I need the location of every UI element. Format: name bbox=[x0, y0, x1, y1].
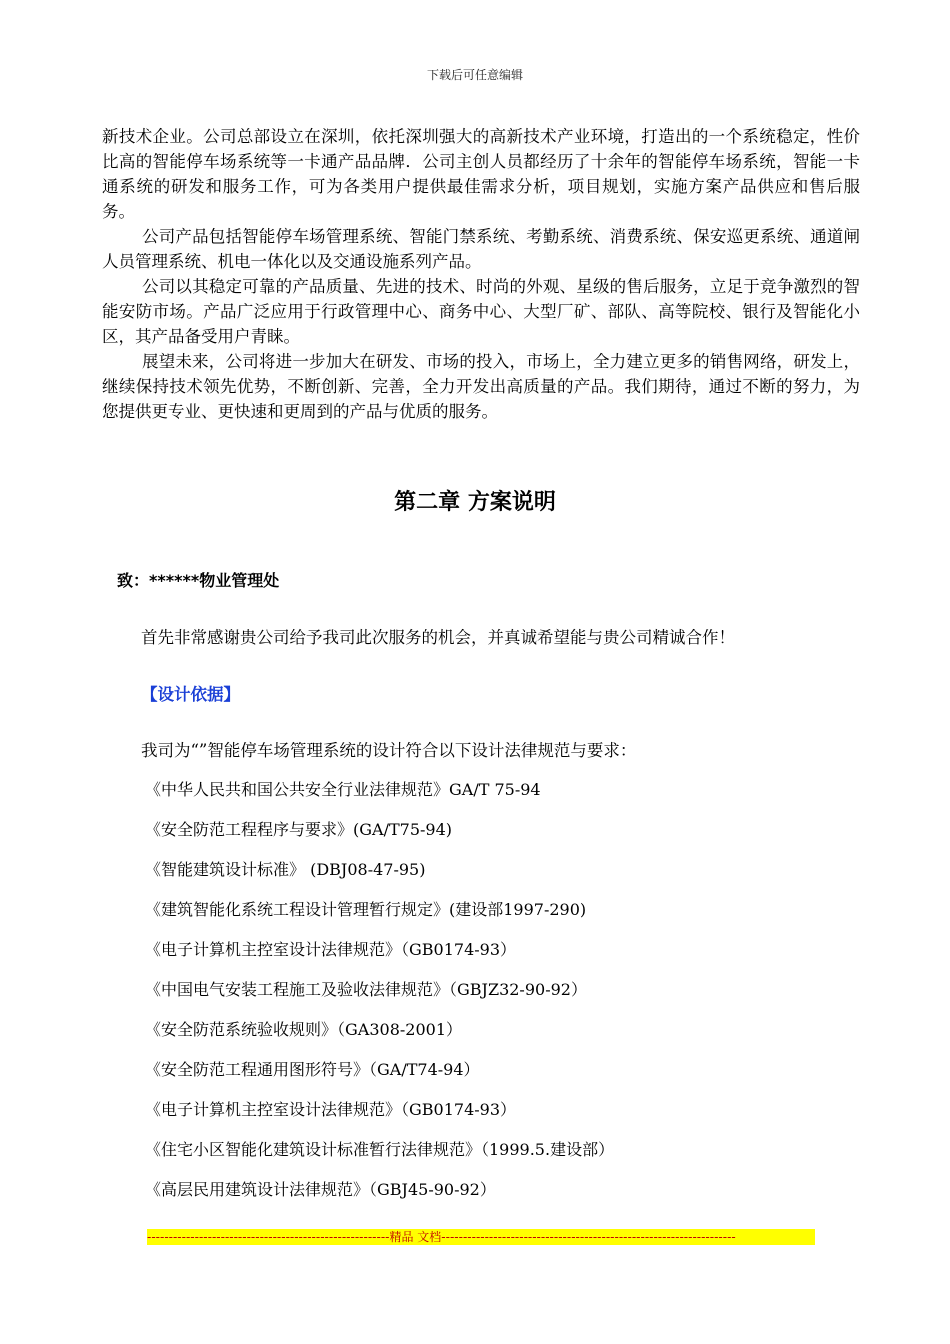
standard-item: 《中华人民共和国公共安全行业法律规范》GA/T 75-94 bbox=[145, 780, 541, 799]
standard-item: 《高层民用建筑设计法律规范》（GBJ45-90-92） bbox=[145, 1180, 496, 1199]
standard-item: 《住宅小区智能化建筑设计标准暂行法律规范》（1999.5.建设部） bbox=[145, 1140, 615, 1159]
standards-intro: 我司为“”智能停车场管理系统的设计符合以下设计法律规范与要求： bbox=[141, 741, 637, 760]
standard-item: 《智能建筑设计标准》 (DBJ08-47-95) bbox=[145, 860, 426, 879]
intro-paragraph: 公司以其稳定可靠的产品质量、先进的技术、时尚的外观、星级的售后服务，立足于竞争激烈的智能安防市场。产品广泛应用于行政管理中心、商务中心、大型厂矿、部队、高等院校、银行及智能化小区，其产品备受用户青睐。 bbox=[102, 277, 860, 346]
intro-paragraph: 展望未来，公司将进一步加大在研发、市场的投入，市场上，全力建立更多的销售网络，研发上，继续保持技术领先优势，不断创新、完善，全力开发出高质量的产品。我们期待，通过不断的努力，为您提供更专业、更快速和更周到的产品与优质的服务。 bbox=[102, 352, 860, 421]
letter-recipient: 致：******物业管理处 bbox=[117, 571, 280, 590]
design-basis-heading: 【设计依据】 bbox=[141, 685, 240, 704]
standard-item: 《电子计算机主控室设计法律规范》（GB0174-93） bbox=[145, 1100, 517, 1119]
standard-item: 《安全防范系统验收规则》（GA308-2001） bbox=[145, 1020, 463, 1039]
intro-paragraph: 公司产品包括智能停车场管理系统、智能门禁系统、考勤系统、消费系统、保安巡更系统、通道闸人员管理系统、机电一体化以及交通设施系列产品。 bbox=[102, 227, 860, 271]
page-header: 下载后可任意编辑 bbox=[426, 68, 523, 82]
standard-item: 《中国电气安装工程施工及验收法律规范》（GBJZ32-90-92） bbox=[145, 980, 587, 999]
standard-item: 《建筑智能化系统工程设计管理暂行规定》(建设部1997-290) bbox=[145, 900, 587, 919]
standards-list bbox=[145, 779, 614, 1219]
thanks-text: 首先非常感谢贵公司给予我司此次服务的机会，并真诚希望能与贵公司精诚合作！ bbox=[141, 628, 735, 647]
standard-item: 《电子计算机主控室设计法律规范》（GB0174-93） bbox=[145, 940, 517, 959]
standard-item: 《安全防范工程通用图形符号》（GA/T74-94） bbox=[145, 1060, 480, 1079]
chapter-title: 第二章 方案说明 bbox=[394, 490, 556, 515]
intro-paragraph: 新技术企业。公司总部设立在深圳，依托深圳强大的高新技术产业环境，打造出的一个系统稳定，性价比高的智能停车场系统等一卡通产品品牌．公司主创人员都经历了十余年的智能停车场系统，智能一卡通系统的研发和服务工作，可为各类用户提供最佳需求分析，项目规划，实施方案产品供应和售后服务。 bbox=[102, 127, 860, 221]
page-footer-banner: --------------------------------------------------------精品 文档-------------------------------------------------------------------- bbox=[147, 1229, 815, 1245]
standard-item: 《安全防范工程程序与要求》(GA/T75-94) bbox=[145, 820, 453, 839]
company-intro bbox=[102, 124, 860, 424]
